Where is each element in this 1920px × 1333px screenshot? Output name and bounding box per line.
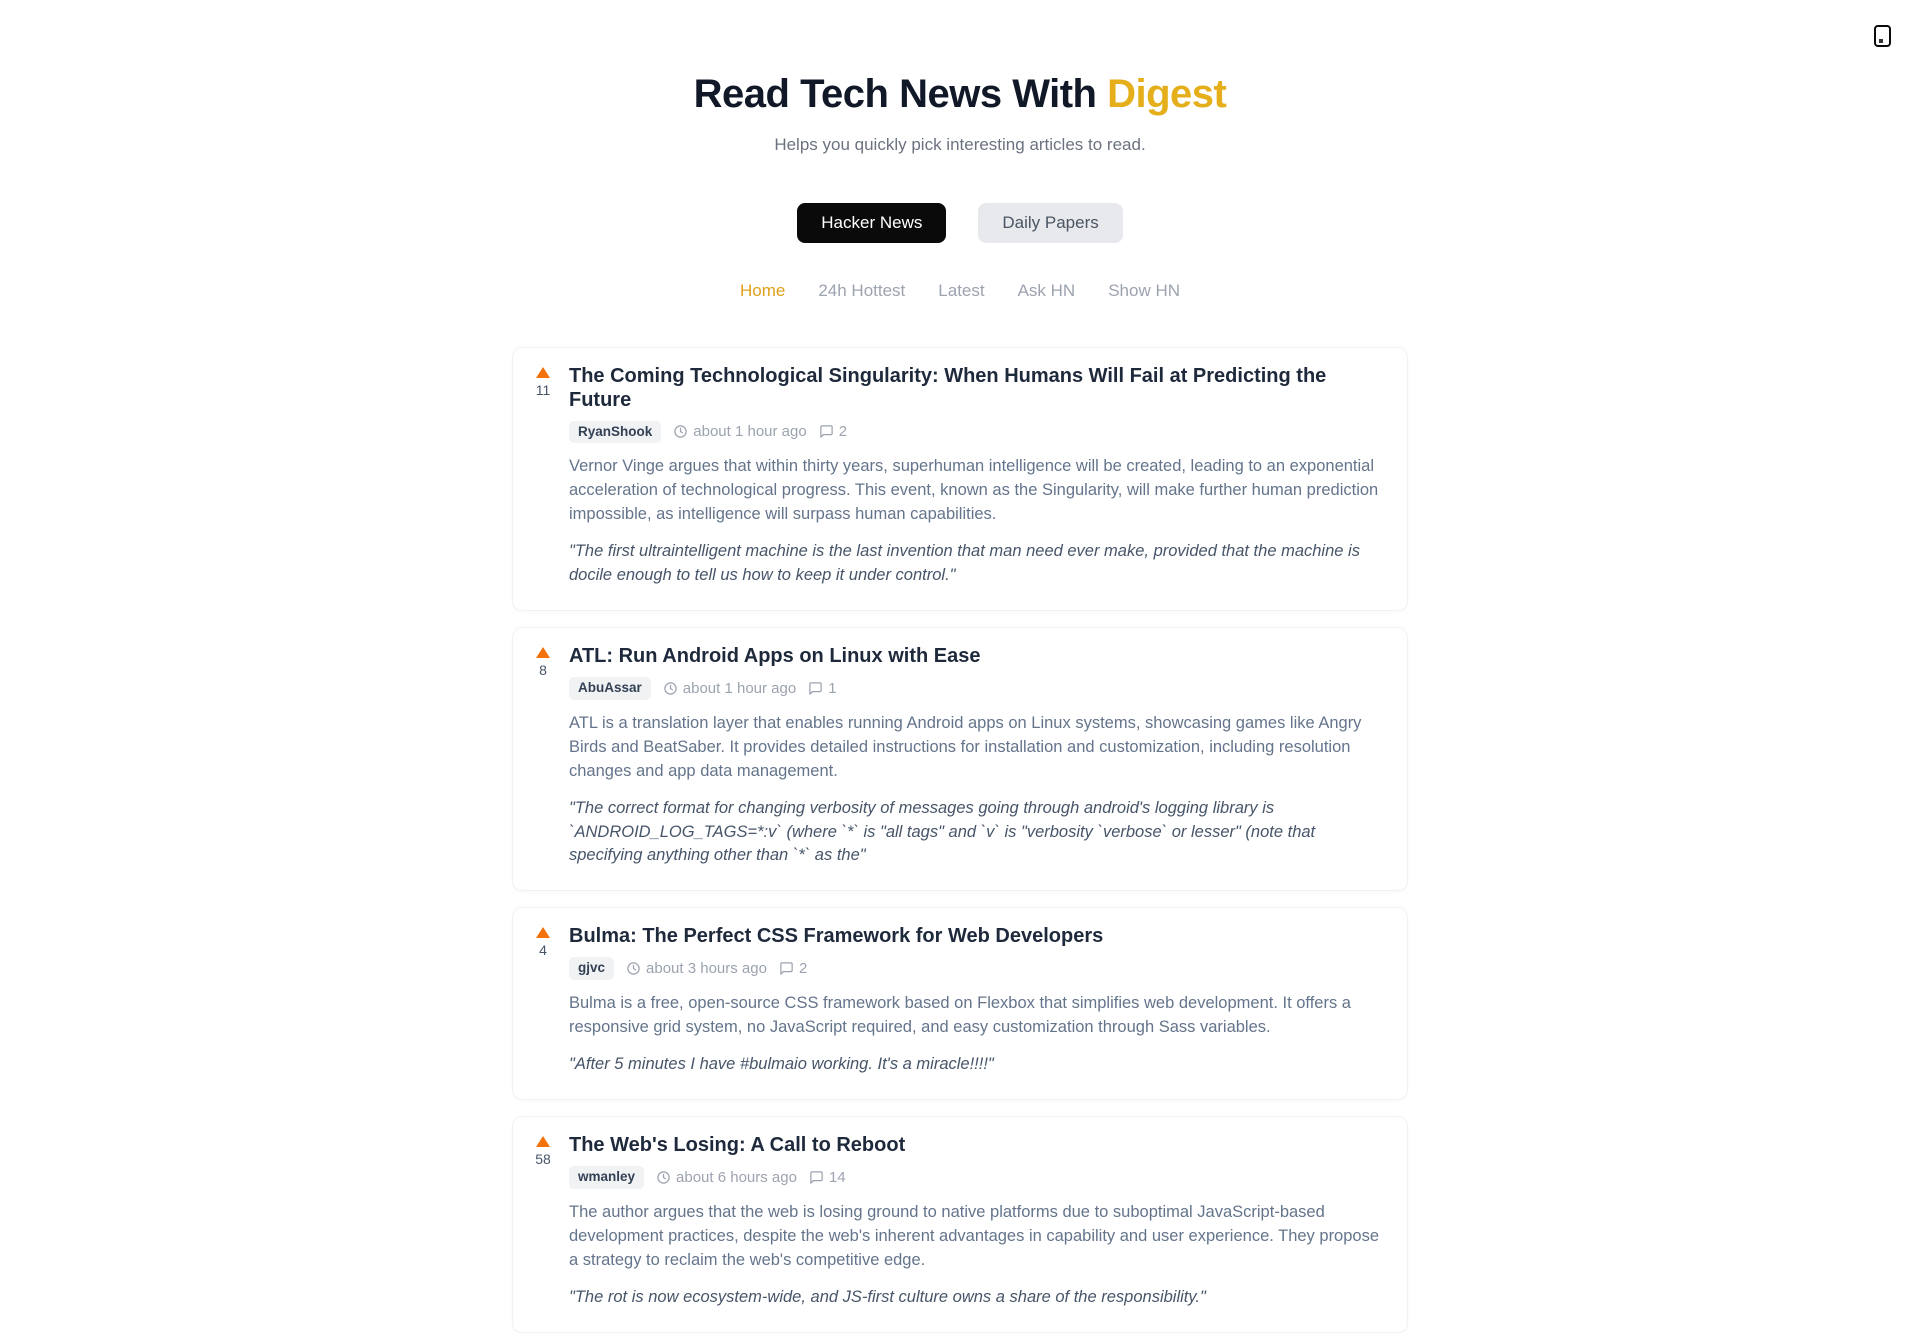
article-summary: Bulma is a free, open-source CSS framework based on Flexbox that simplifies web development. It offers a responsive grid system, no JavaScript required, and easy customization through Sass variables. bbox=[569, 994, 1351, 1037]
vote-count: 11 bbox=[535, 381, 551, 398]
article-meta bbox=[569, 421, 1387, 444]
article-title-link[interactable]: The Coming Technological Singularity: When Humans Will Fail at Predicting the Future bbox=[569, 364, 1327, 411]
nav-tab-24h-hottest[interactable]: 24h Hottest bbox=[818, 280, 906, 300]
article-content bbox=[569, 364, 1387, 588]
source-button-hacker-news[interactable]: Hacker News bbox=[797, 203, 946, 243]
vote-count: 4 bbox=[539, 942, 547, 959]
comments-count: 14 bbox=[828, 1168, 846, 1186]
article-card bbox=[512, 347, 1408, 611]
article-title-link[interactable]: ATL: Run Android Apps on Linux with Ease bbox=[569, 645, 981, 667]
clock-icon bbox=[656, 1170, 671, 1185]
article-meta bbox=[569, 677, 1387, 700]
timestamp bbox=[656, 1169, 797, 1186]
article-content bbox=[569, 924, 1387, 1077]
timestamp-text: about 1 hour ago bbox=[682, 679, 797, 697]
clock-icon bbox=[663, 681, 678, 696]
comments-indicator[interactable] bbox=[808, 680, 836, 697]
vote-widget bbox=[529, 1133, 557, 1310]
author-badge[interactable]: gjvc bbox=[569, 957, 614, 980]
comment-icon bbox=[819, 424, 834, 439]
article-quote: "The first ultraintelligent machine is the last invention that man need ever make, provided that the machine is docile enough to tell us how to keep it under control." bbox=[569, 542, 1360, 585]
section-nav bbox=[0, 281, 1920, 301]
comments-count: 2 bbox=[798, 960, 808, 978]
article-meta bbox=[569, 1166, 1387, 1189]
article-title-link[interactable]: The Web's Losing: A Call to Reboot bbox=[569, 1133, 906, 1156]
article-card bbox=[512, 1116, 1408, 1333]
page-title bbox=[0, 72, 1920, 117]
timestamp bbox=[673, 423, 806, 440]
comment-icon bbox=[809, 1170, 824, 1185]
vote-widget bbox=[529, 924, 557, 1077]
page-header bbox=[0, 0, 1920, 301]
author-badge[interactable]: AbuAssar bbox=[569, 677, 651, 700]
upvote-icon[interactable] bbox=[536, 647, 550, 658]
page-title-accent: Digest bbox=[1107, 72, 1227, 116]
article-content bbox=[569, 644, 1387, 868]
nav-tab-home[interactable]: Home bbox=[739, 280, 786, 300]
upvote-icon[interactable] bbox=[536, 927, 550, 938]
clock-icon bbox=[673, 424, 688, 439]
source-button-daily-papers[interactable]: Daily Papers bbox=[978, 203, 1122, 243]
article-quote: "The correct format for changing verbosity of messages going through android's logging library is `ANDROID_LOG_TAGS=*:v` (where `*` is "all tags" and `v` is "verbosity `verbose` or lesser" (note that specifying anything other than `*` as the" bbox=[569, 798, 1316, 865]
nav-tab-ask-hn[interactable]: Ask HN bbox=[1017, 280, 1076, 300]
comments-indicator[interactable] bbox=[809, 1169, 846, 1186]
vote-count: 58 bbox=[535, 1150, 551, 1167]
article-list bbox=[512, 347, 1408, 1333]
timestamp bbox=[626, 960, 767, 977]
article-summary: ATL is a translation layer that enables running Android apps on Linux systems, showcasing games like Angry Birds and BeatSaber. It provides detailed instructions for installation and customization, including resolution changes and app data management. bbox=[569, 713, 1362, 780]
article-card bbox=[512, 627, 1408, 891]
timestamp-text: about 3 hours ago bbox=[646, 960, 767, 978]
author-badge[interactable]: RyanShook bbox=[569, 421, 661, 444]
comments-count: 1 bbox=[828, 679, 837, 697]
article-card bbox=[512, 907, 1408, 1100]
source-toggle bbox=[0, 203, 1920, 243]
page-subtitle: Helps you quickly pick interesting articles to read. bbox=[774, 135, 1146, 154]
timestamp bbox=[663, 680, 796, 697]
phone-icon bbox=[1874, 25, 1891, 47]
article-meta bbox=[569, 957, 1387, 980]
comments-indicator[interactable] bbox=[779, 960, 807, 977]
comment-icon bbox=[808, 681, 823, 696]
upvote-icon[interactable] bbox=[536, 1136, 550, 1147]
article-title-link[interactable]: Bulma: The Perfect CSS Framework for Web Developers bbox=[569, 925, 1104, 948]
comments-indicator[interactable] bbox=[819, 423, 847, 440]
timestamp-text: about 1 hour ago bbox=[693, 423, 807, 441]
comment-icon bbox=[779, 961, 794, 976]
author-badge[interactable]: wmanley bbox=[569, 1166, 644, 1189]
upvote-icon[interactable] bbox=[536, 367, 550, 378]
article-quote: "After 5 minutes I have #bulmaio working. It's a miracle!!!!" bbox=[569, 1055, 994, 1074]
vote-widget bbox=[529, 644, 557, 868]
article-quote: "The rot is now ecosystem-wide, and JS-first culture owns a share of the responsibility." bbox=[569, 1287, 1206, 1306]
timestamp-text: about 6 hours ago bbox=[676, 1168, 797, 1186]
comments-count: 2 bbox=[838, 423, 848, 441]
article-summary: The author argues that the web is losing ground to native platforms due to suboptimal JavaScript-based development practices, despite the web's inherent advantages in capability and user experience. They propose a strategy to reclaim the web's competitive edge. bbox=[569, 1202, 1380, 1269]
vote-widget bbox=[529, 364, 557, 588]
nav-tab-show-hn[interactable]: Show HN bbox=[1108, 280, 1181, 300]
nav-tab-latest[interactable]: Latest bbox=[938, 280, 985, 300]
page-title-prefix: Read Tech News With bbox=[693, 72, 1097, 116]
vote-count: 8 bbox=[539, 662, 547, 678]
clock-icon bbox=[626, 961, 641, 976]
article-content bbox=[569, 1133, 1387, 1310]
article-summary: Vernor Vinge argues that within thirty years, superhuman intelligence will be created, leading to an exponential acceleration of technological progress. This event, known as the Singularity, will make further human prediction impossible, as intelligence will surpass human capabilities. bbox=[569, 457, 1379, 524]
mobile-view-button[interactable] bbox=[1868, 22, 1896, 50]
